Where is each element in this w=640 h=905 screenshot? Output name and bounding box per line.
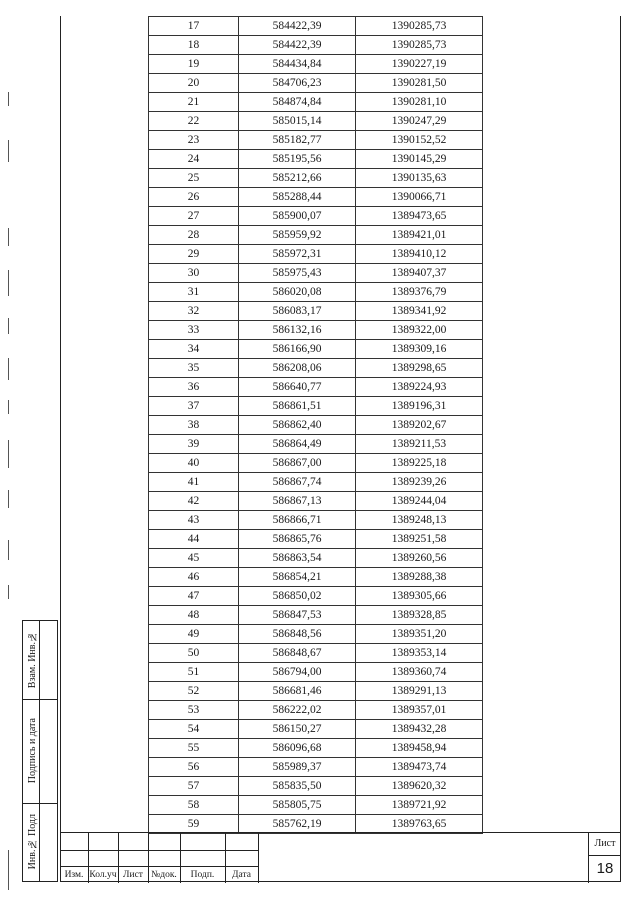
point-number-cell: 48 (149, 606, 239, 625)
y-coordinate-cell: 1390281,10 (356, 93, 483, 112)
tb-label-data: Дата (232, 870, 251, 880)
y-coordinate-cell: 1390247,29 (356, 112, 483, 131)
x-coordinate-cell: 586867,00 (239, 454, 356, 473)
point-number-cell: 17 (149, 17, 239, 36)
point-number-cell: 56 (149, 758, 239, 777)
sheet-box (588, 833, 621, 883)
table-row (149, 207, 483, 226)
point-number-cell: 39 (149, 435, 239, 454)
tb-label-izm: Изм. (64, 870, 84, 880)
sheet-label: Лист (594, 838, 616, 849)
stamp-cell-podpis (23, 699, 57, 804)
y-coordinate-cell: 1389357,01 (356, 701, 483, 720)
point-number-cell: 35 (149, 359, 239, 378)
table-row (149, 454, 483, 473)
y-coordinate-cell: 1389225,18 (356, 454, 483, 473)
table-row (149, 55, 483, 74)
coordinates-table-body (149, 17, 483, 834)
y-coordinate-cell: 1389763,65 (356, 815, 483, 834)
y-coordinate-cell: 1389202,67 (356, 416, 483, 435)
table-row (149, 815, 483, 834)
margin-mark (8, 358, 15, 380)
table-row (149, 397, 483, 416)
x-coordinate-cell: 586150,27 (239, 720, 356, 739)
x-coordinate-cell: 586166,90 (239, 340, 356, 359)
point-number-cell: 47 (149, 587, 239, 606)
y-coordinate-cell: 1389251,58 (356, 530, 483, 549)
point-number-cell: 51 (149, 663, 239, 682)
point-number-cell: 49 (149, 625, 239, 644)
y-coordinate-cell: 1390227,19 (356, 55, 483, 74)
table-row (149, 511, 483, 530)
x-coordinate-cell: 586132,16 (239, 321, 356, 340)
point-number-cell: 18 (149, 36, 239, 55)
x-coordinate-cell: 586865,76 (239, 530, 356, 549)
margin-mark (8, 490, 15, 508)
stamp-label-inv: Инв.№ Подл (26, 814, 38, 870)
point-number-cell: 19 (149, 55, 239, 74)
table-row (149, 492, 483, 511)
y-coordinate-cell: 1389458,94 (356, 739, 483, 758)
x-coordinate-cell: 585835,50 (239, 777, 356, 796)
table-row (149, 606, 483, 625)
table-row (149, 720, 483, 739)
y-coordinate-cell: 1390135,63 (356, 169, 483, 188)
title-block-grid (60, 833, 258, 883)
tb-label-list: Лист (123, 870, 143, 880)
x-coordinate-cell: 585195,56 (239, 150, 356, 169)
table-row (149, 644, 483, 663)
point-number-cell: 55 (149, 739, 239, 758)
x-coordinate-cell: 585762,19 (239, 815, 356, 834)
table-row (149, 74, 483, 93)
x-coordinate-cell: 586020,08 (239, 283, 356, 302)
margin-mark (8, 140, 15, 162)
table-row (149, 188, 483, 207)
table-row (149, 549, 483, 568)
table-row (149, 682, 483, 701)
point-number-cell: 28 (149, 226, 239, 245)
y-coordinate-cell: 1389620,32 (356, 777, 483, 796)
y-coordinate-cell: 1389432,28 (356, 720, 483, 739)
sheet-number: 18 (589, 855, 621, 882)
title-block (60, 832, 621, 882)
y-coordinate-cell: 1389224,93 (356, 378, 483, 397)
point-number-cell: 33 (149, 321, 239, 340)
table-row (149, 321, 483, 340)
table-row (149, 302, 483, 321)
x-coordinate-cell: 586850,02 (239, 587, 356, 606)
point-number-cell: 32 (149, 302, 239, 321)
x-coordinate-cell: 585805,75 (239, 796, 356, 815)
table-row (149, 169, 483, 188)
table-row (149, 663, 483, 682)
point-number-cell: 53 (149, 701, 239, 720)
point-number-cell: 46 (149, 568, 239, 587)
tb-label-kol: Кол.уч (89, 870, 117, 880)
x-coordinate-cell: 585900,07 (239, 207, 356, 226)
y-coordinate-cell: 1389244,04 (356, 492, 483, 511)
x-coordinate-cell: 585288,44 (239, 188, 356, 207)
point-number-cell: 43 (149, 511, 239, 530)
table-row (149, 264, 483, 283)
margin-mark (8, 540, 15, 560)
y-coordinate-cell: 1390281,50 (356, 74, 483, 93)
point-number-cell: 45 (149, 549, 239, 568)
binding-margin (0, 0, 20, 905)
y-coordinate-cell: 1389410,12 (356, 245, 483, 264)
x-coordinate-cell: 586794,00 (239, 663, 356, 682)
table-row (149, 131, 483, 150)
x-coordinate-cell: 585959,92 (239, 226, 356, 245)
table-row (149, 112, 483, 131)
table-row (149, 796, 483, 815)
tb-label-podp: Подп. (190, 870, 215, 880)
x-coordinate-cell: 586208,06 (239, 359, 356, 378)
y-coordinate-cell: 1390285,73 (356, 36, 483, 55)
point-number-cell: 59 (149, 815, 239, 834)
point-number-cell: 38 (149, 416, 239, 435)
y-coordinate-cell: 1389721,92 (356, 796, 483, 815)
point-number-cell: 37 (149, 397, 239, 416)
point-number-cell: 23 (149, 131, 239, 150)
point-number-cell: 21 (149, 93, 239, 112)
point-number-cell: 52 (149, 682, 239, 701)
point-number-cell: 44 (149, 530, 239, 549)
point-number-cell: 31 (149, 283, 239, 302)
point-number-cell: 22 (149, 112, 239, 131)
y-coordinate-cell: 1390285,73 (356, 17, 483, 36)
table-row (149, 435, 483, 454)
margin-mark (8, 850, 15, 890)
margin-mark (8, 228, 15, 246)
table-row (149, 416, 483, 435)
point-number-cell: 40 (149, 454, 239, 473)
point-number-cell: 42 (149, 492, 239, 511)
y-coordinate-cell: 1389260,56 (356, 549, 483, 568)
table-row (149, 530, 483, 549)
x-coordinate-cell: 584706,23 (239, 74, 356, 93)
point-number-cell: 41 (149, 473, 239, 492)
y-coordinate-cell: 1389328,85 (356, 606, 483, 625)
margin-mark (8, 318, 15, 334)
y-coordinate-cell: 1389309,16 (356, 340, 483, 359)
point-number-cell: 25 (149, 169, 239, 188)
x-coordinate-cell: 586096,68 (239, 739, 356, 758)
y-coordinate-cell: 1389211,53 (356, 435, 483, 454)
y-coordinate-cell: 1389473,65 (356, 207, 483, 226)
x-coordinate-cell: 586863,54 (239, 549, 356, 568)
x-coordinate-cell: 584422,39 (239, 36, 356, 55)
table-row (149, 340, 483, 359)
x-coordinate-cell: 585182,77 (239, 131, 356, 150)
stamp-cell-inv (23, 803, 57, 881)
margin-mark (8, 92, 15, 106)
y-coordinate-cell: 1389298,65 (356, 359, 483, 378)
table-row (149, 36, 483, 55)
point-number-cell: 27 (149, 207, 239, 226)
y-coordinate-cell: 1390066,71 (356, 188, 483, 207)
table-row (149, 378, 483, 397)
point-number-cell: 30 (149, 264, 239, 283)
x-coordinate-cell: 586640,77 (239, 378, 356, 397)
x-coordinate-cell: 584422,39 (239, 17, 356, 36)
tb-label-ndok: №док. (151, 870, 177, 880)
table-row (149, 17, 483, 36)
y-coordinate-cell: 1389353,14 (356, 644, 483, 663)
y-coordinate-cell: 1389407,37 (356, 264, 483, 283)
y-coordinate-cell: 1389248,13 (356, 511, 483, 530)
y-coordinate-cell: 1389196,31 (356, 397, 483, 416)
coordinates-table (148, 16, 483, 834)
x-coordinate-cell: 585972,31 (239, 245, 356, 264)
y-coordinate-cell: 1389322,00 (356, 321, 483, 340)
stamp-label-podpis: Подпись и дата (26, 718, 38, 784)
table-row (149, 701, 483, 720)
margin-mark (8, 440, 15, 468)
margin-mark (8, 400, 15, 414)
point-number-cell: 26 (149, 188, 239, 207)
x-coordinate-cell: 586848,67 (239, 644, 356, 663)
x-coordinate-cell: 586864,49 (239, 435, 356, 454)
point-number-cell: 29 (149, 245, 239, 264)
side-stamp (22, 620, 58, 882)
margin-mark (8, 585, 15, 599)
table-row (149, 739, 483, 758)
x-coordinate-cell: 586083,17 (239, 302, 356, 321)
x-coordinate-cell: 584434,84 (239, 55, 356, 74)
point-number-cell: 58 (149, 796, 239, 815)
x-coordinate-cell: 585989,37 (239, 758, 356, 777)
x-coordinate-cell: 586847,53 (239, 606, 356, 625)
point-number-cell: 54 (149, 720, 239, 739)
table-row (149, 283, 483, 302)
y-coordinate-cell: 1389341,92 (356, 302, 483, 321)
y-coordinate-cell: 1389288,38 (356, 568, 483, 587)
table-row (149, 93, 483, 112)
table-row (149, 758, 483, 777)
y-coordinate-cell: 1390145,29 (356, 150, 483, 169)
point-number-cell: 34 (149, 340, 239, 359)
table-row (149, 473, 483, 492)
y-coordinate-cell: 1389351,20 (356, 625, 483, 644)
table-row (149, 587, 483, 606)
y-coordinate-cell: 1389305,66 (356, 587, 483, 606)
x-coordinate-cell: 586867,74 (239, 473, 356, 492)
x-coordinate-cell: 585212,66 (239, 169, 356, 188)
table-row (149, 625, 483, 644)
y-coordinate-cell: 1389291,13 (356, 682, 483, 701)
x-coordinate-cell: 586848,56 (239, 625, 356, 644)
point-number-cell: 36 (149, 378, 239, 397)
x-coordinate-cell: 586867,13 (239, 492, 356, 511)
table-row (149, 777, 483, 796)
table-row (149, 226, 483, 245)
table-row (149, 150, 483, 169)
stamp-cell-vzam (23, 621, 57, 700)
point-number-cell: 50 (149, 644, 239, 663)
y-coordinate-cell: 1389421,01 (356, 226, 483, 245)
x-coordinate-cell: 586861,51 (239, 397, 356, 416)
stamp-label-vzam: Взам. Инв.№ (26, 631, 38, 689)
point-number-cell: 57 (149, 777, 239, 796)
x-coordinate-cell: 584874,84 (239, 93, 356, 112)
y-coordinate-cell: 1389473,74 (356, 758, 483, 777)
y-coordinate-cell: 1389239,26 (356, 473, 483, 492)
margin-mark (8, 270, 15, 296)
table-row (149, 359, 483, 378)
point-number-cell: 20 (149, 74, 239, 93)
x-coordinate-cell: 586862,40 (239, 416, 356, 435)
point-number-cell: 24 (149, 150, 239, 169)
table-row (149, 245, 483, 264)
y-coordinate-cell: 1389360,74 (356, 663, 483, 682)
x-coordinate-cell: 585975,43 (239, 264, 356, 283)
table-row (149, 568, 483, 587)
y-coordinate-cell: 1390152,52 (356, 131, 483, 150)
x-coordinate-cell: 586854,21 (239, 568, 356, 587)
x-coordinate-cell: 586222,02 (239, 701, 356, 720)
x-coordinate-cell: 585015,14 (239, 112, 356, 131)
y-coordinate-cell: 1389376,79 (356, 283, 483, 302)
x-coordinate-cell: 586866,71 (239, 511, 356, 530)
x-coordinate-cell: 586681,46 (239, 682, 356, 701)
